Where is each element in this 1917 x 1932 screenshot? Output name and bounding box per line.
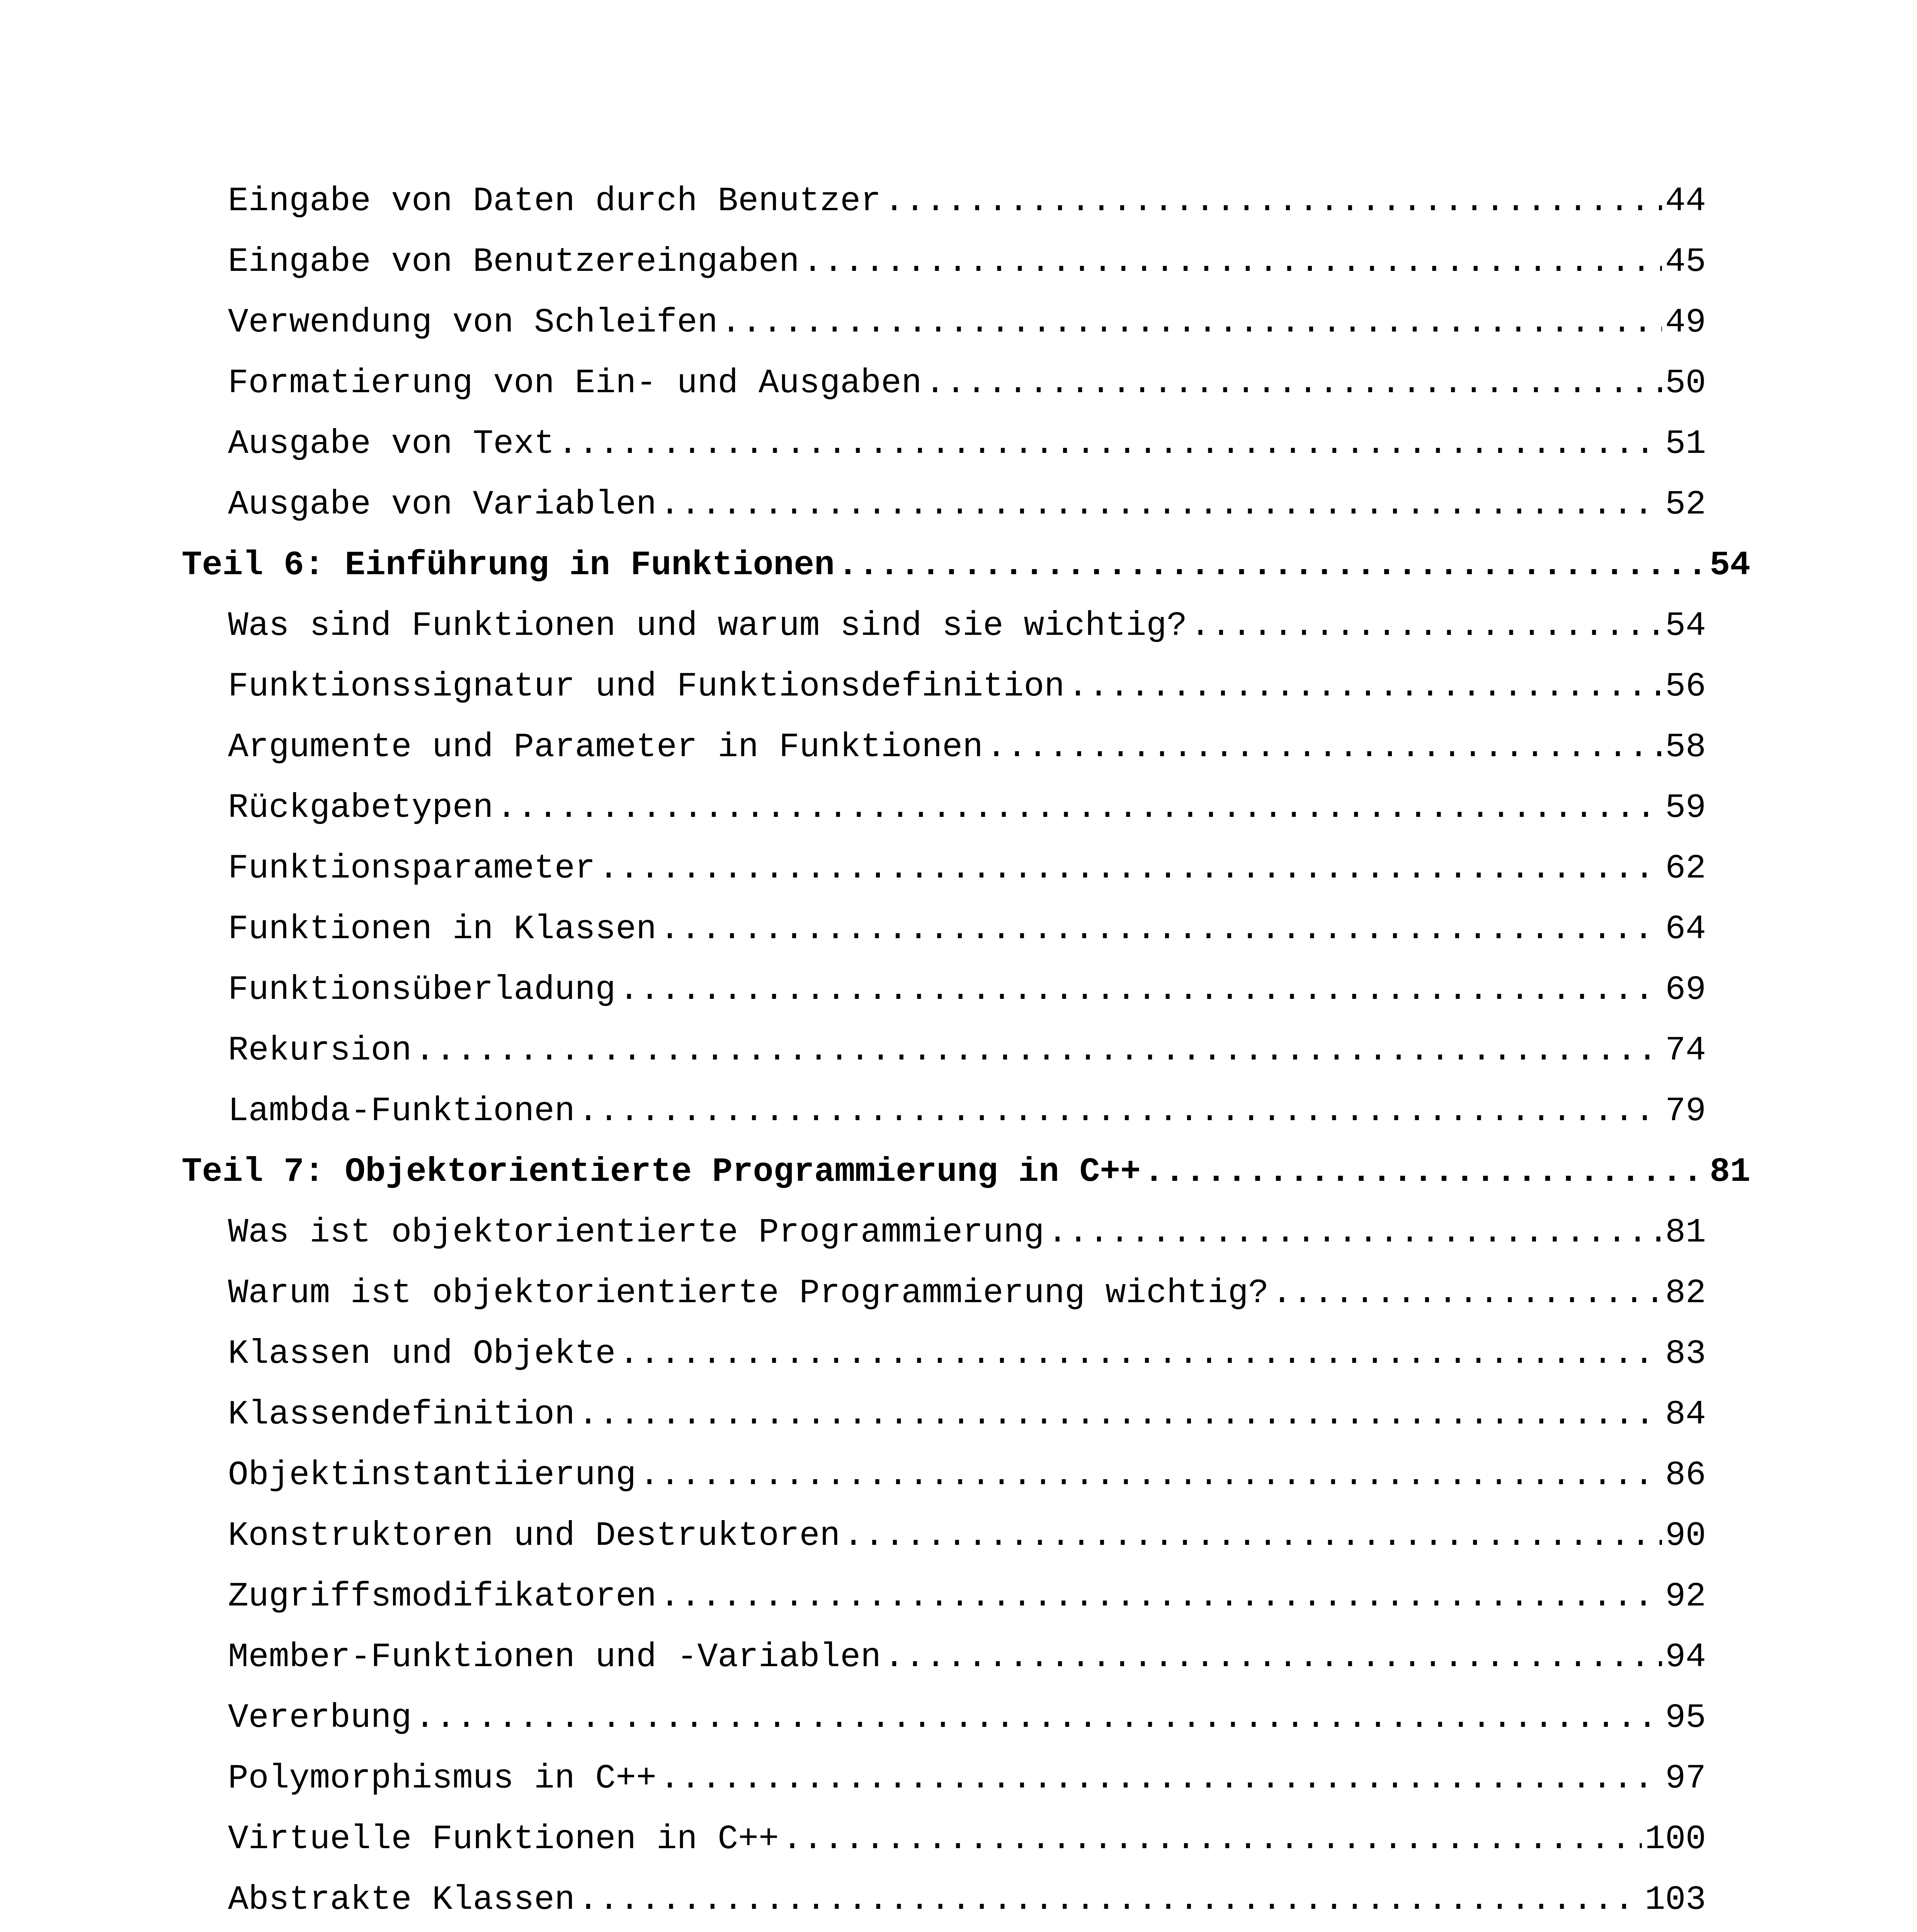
- dot-leader: [599, 838, 1662, 899]
- dot-leader: [803, 232, 1662, 293]
- dot-leader: [1047, 1202, 1662, 1263]
- toc-page-number: 90: [1665, 1517, 1706, 1555]
- toc-page-number: 82: [1665, 1274, 1706, 1313]
- toc-entry[interactable]: [182, 232, 1750, 293]
- dot-leader: [838, 535, 1707, 596]
- toc-page-number: 74: [1665, 1032, 1706, 1070]
- toc-page-number: 50: [1665, 364, 1706, 403]
- toc-entry-title: Klassen und Objekte: [228, 1335, 616, 1373]
- dot-leader: [986, 717, 1662, 778]
- toc-entry[interactable]: [182, 1506, 1750, 1566]
- dot-leader: [884, 171, 1662, 232]
- dot-leader: [415, 1688, 1662, 1748]
- dot-leader: [660, 474, 1662, 535]
- dot-leader: [415, 1020, 1662, 1081]
- dot-leader: [925, 353, 1662, 414]
- toc-entry-title: Funktionsüberladung: [228, 971, 616, 1009]
- toc-part-heading[interactable]: [182, 1142, 1750, 1202]
- toc-entry-title: Lambda-Funktionen: [228, 1092, 575, 1131]
- toc-page-number: 92: [1665, 1578, 1706, 1616]
- toc-entry-title: Was sind Funktionen und warum sind sie wichtig?: [228, 607, 1187, 645]
- toc-part-heading[interactable]: [182, 1930, 1750, 1932]
- toc-entry[interactable]: [182, 1870, 1750, 1930]
- dot-leader: [578, 1384, 1662, 1445]
- toc-page-number: 54: [1709, 546, 1750, 585]
- dot-leader: [660, 1748, 1662, 1809]
- toc-page-number: 51: [1665, 425, 1706, 463]
- dot-leader: [782, 1809, 1642, 1870]
- dot-leader: [660, 1566, 1662, 1627]
- toc-entry-title: Ausgabe von Text: [228, 425, 555, 463]
- toc-entry-title: Funktionsparameter: [228, 850, 595, 888]
- toc-entry[interactable]: [182, 1748, 1750, 1809]
- toc-entry[interactable]: [182, 1020, 1750, 1081]
- toc-entry[interactable]: [182, 960, 1750, 1020]
- dot-leader: [1144, 1142, 1706, 1202]
- toc-page-number: 83: [1665, 1335, 1706, 1373]
- toc-entry[interactable]: [182, 717, 1750, 778]
- toc-page-number: 59: [1665, 789, 1706, 827]
- toc-entry-title: Funktionssignatur und Funktionsdefinition: [228, 668, 1065, 706]
- toc-entry[interactable]: [182, 474, 1750, 535]
- toc-entry-title: Funktionen in Klassen: [228, 910, 657, 949]
- toc-entry[interactable]: [182, 596, 1750, 656]
- toc-entry-title: Polymorphismus in C++: [228, 1760, 657, 1798]
- toc-entry-title: Teil 6: Einführung in Funktionen: [182, 546, 835, 585]
- toc-entry[interactable]: [182, 778, 1750, 838]
- toc-page-number: 56: [1665, 668, 1706, 706]
- dot-leader: [843, 1506, 1662, 1566]
- toc-entry[interactable]: [182, 1566, 1750, 1627]
- toc-entry[interactable]: [182, 1081, 1750, 1142]
- toc-entry-title: Rekursion: [228, 1032, 412, 1070]
- toc-page-number: 79: [1665, 1092, 1706, 1131]
- toc-entry-title: Virtuelle Funktionen in C++: [228, 1820, 779, 1859]
- toc-entry-title: Vererbung: [228, 1699, 412, 1737]
- toc-page-number: 84: [1665, 1396, 1706, 1434]
- toc-entry[interactable]: [182, 1688, 1750, 1748]
- toc-entry-title: Was ist objektorientierte Programmierung: [228, 1214, 1044, 1252]
- toc-entry-title: Rückgabetypen: [228, 789, 493, 827]
- toc-entry[interactable]: [182, 1384, 1750, 1445]
- toc-entry[interactable]: [182, 353, 1750, 414]
- toc-page-number: 94: [1665, 1638, 1706, 1677]
- toc-page-number: 100: [1645, 1820, 1706, 1859]
- toc-page-number: 95: [1665, 1699, 1706, 1737]
- toc-entry-title: [182, 1930, 835, 1932]
- toc-page-number: 64: [1665, 910, 1706, 949]
- toc-entry-title: Objektinstantiierung: [228, 1456, 636, 1495]
- toc-entry-title: Verwendung von Schleifen: [228, 304, 718, 342]
- dot-leader: [721, 293, 1662, 353]
- toc-entry[interactable]: [182, 293, 1750, 353]
- dot-leader: [660, 899, 1662, 960]
- toc-entry-title: Eingabe von Daten durch Benutzer: [228, 182, 881, 221]
- toc-entry-title: Member-Funktionen und -Variablen: [228, 1638, 881, 1677]
- dot-leader: [558, 414, 1662, 474]
- toc-entry[interactable]: [182, 1809, 1750, 1870]
- dot-leader: [619, 1324, 1662, 1384]
- toc-part-heading[interactable]: [182, 535, 1750, 596]
- toc-page-number: 103: [1645, 1881, 1706, 1919]
- dot-leader: [497, 778, 1662, 838]
- toc-entry[interactable]: [182, 1324, 1750, 1384]
- dot-leader: [884, 1627, 1662, 1688]
- toc-page-number: 81: [1709, 1153, 1750, 1191]
- dot-leader: [578, 1870, 1642, 1930]
- toc-entry[interactable]: [182, 171, 1750, 232]
- toc-page-number: 49: [1665, 304, 1706, 342]
- toc-entry-title: Zugriffsmodifikatoren: [228, 1578, 657, 1616]
- dot-leader: [1272, 1263, 1662, 1324]
- toc-entry-title: Konstruktoren und Destruktoren: [228, 1517, 840, 1555]
- table-of-contents: [182, 171, 1750, 1932]
- toc-page-number: [1689, 1930, 1750, 1932]
- toc-entry-title: Argumente und Parameter in Funktionen: [228, 728, 983, 767]
- toc-page-number: 54: [1665, 607, 1706, 645]
- toc-entry[interactable]: [182, 1263, 1750, 1324]
- toc-page-number: 52: [1665, 486, 1706, 524]
- toc-entry-title: Eingabe von Benutzereingaben: [228, 243, 799, 281]
- toc-entry-title: Formatierung von Ein- und Ausgaben: [228, 364, 922, 403]
- toc-page-number: 45: [1665, 243, 1706, 281]
- dot-leader: [578, 1081, 1662, 1142]
- toc-page-number: 62: [1665, 850, 1706, 888]
- toc-page-number: 81: [1665, 1214, 1706, 1252]
- toc-entry[interactable]: [182, 414, 1750, 474]
- toc-page-number: 69: [1665, 971, 1706, 1009]
- toc-page-number: 58: [1665, 728, 1706, 767]
- toc-entry-title: Abstrakte Klassen: [228, 1881, 575, 1919]
- toc-entry[interactable]: [182, 1627, 1750, 1688]
- toc-page-number: 86: [1665, 1456, 1706, 1495]
- toc-entry[interactable]: [182, 1445, 1750, 1506]
- toc-entry[interactable]: [182, 656, 1750, 717]
- toc-entry-title: Klassendefinition: [228, 1396, 575, 1434]
- toc-page-number: 97: [1665, 1760, 1706, 1798]
- dot-leader: [639, 1445, 1662, 1506]
- toc-entry-title: Teil 7: Objektorientierte Programmierung in C++: [182, 1153, 1141, 1191]
- dot-leader: [619, 960, 1662, 1020]
- dot-leader: [1190, 596, 1662, 656]
- dot-leader: [838, 1930, 1686, 1932]
- toc-entry[interactable]: [182, 838, 1750, 899]
- toc-entry[interactable]: [182, 1202, 1750, 1263]
- toc-entry[interactable]: [182, 899, 1750, 960]
- dot-leader: [1068, 656, 1662, 717]
- toc-entry-title: Warum ist objektorientierte Programmierung wichtig?: [228, 1274, 1269, 1313]
- toc-entry-title: Ausgabe von Variablen: [228, 486, 657, 524]
- toc-page-number: 44: [1665, 182, 1706, 221]
